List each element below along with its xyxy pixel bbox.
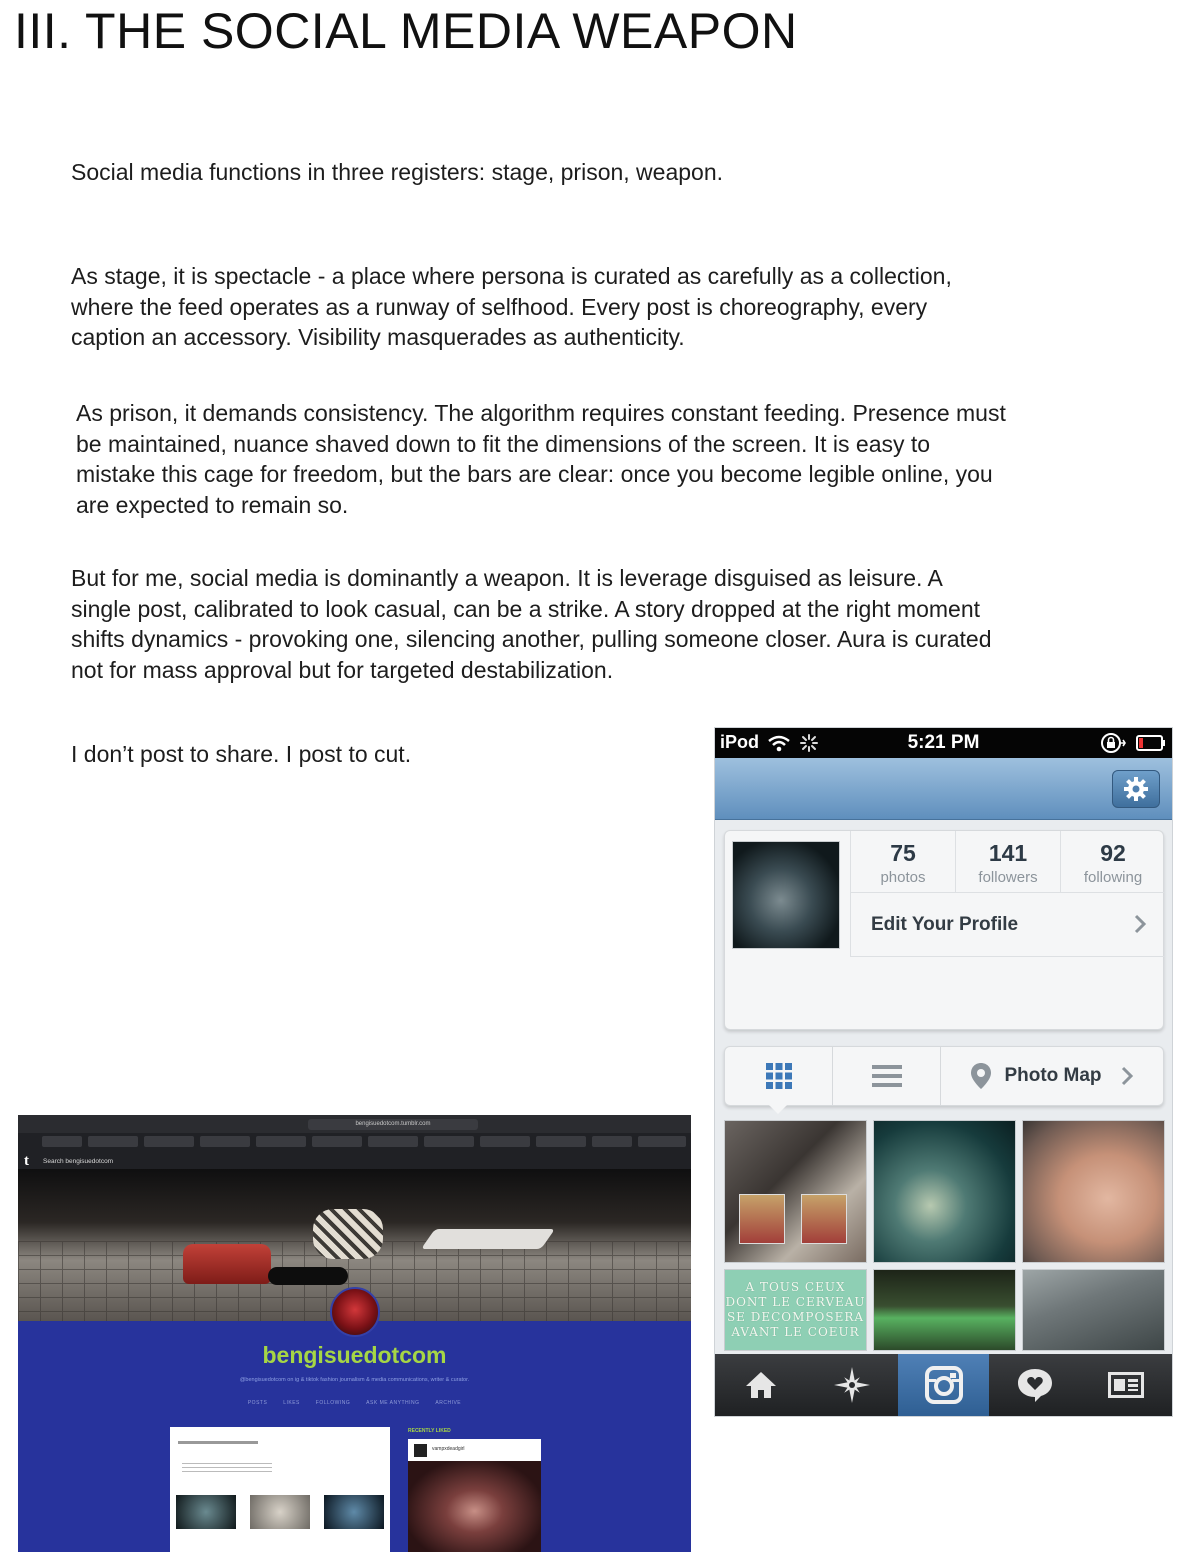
blog-description: @bengisuedotcom on ig & tiktok fashion journalism & media communications, writer & curator. <box>239 1377 470 1383</box>
blog-nav-ask[interactable]: ASK ME ANYTHING <box>366 1400 420 1406</box>
page-title: III. THE SOCIAL MEDIA WEAPON <box>14 3 798 59</box>
prison-paragraph: As prison, it demands consistency. The algorithm requires constant feeding. Presence must be maintained, nuance shaved down to fit the dimensions of the screen. It is easy to mistake this cage for freedom, but the bars are clear: once you become legible online, you are expected to remain so. <box>76 400 1006 518</box>
photo-map-label: Photo Map <box>1004 1065 1102 1086</box>
intro-paragraph: Social media functions in three registers: stage, prison, weapon. <box>71 159 724 185</box>
tab-grid-view[interactable] <box>725 1047 833 1105</box>
weapon-paragraph: But for me, social media is dominantly a weapon. It is leverage disguised as leisure. A single post, calibrated to look casual, can be a strike. A story dropped at the right moment shifts dynamics - provoking one, silencing another, pulling someone closer. Aura is curated not for mass approval but for targeted destabilization. <box>71 565 992 683</box>
profile-card-icon <box>1108 1372 1144 1398</box>
browser-tab[interactable] <box>368 1136 418 1147</box>
map-pin-icon <box>970 1062 992 1090</box>
instagram-profile-screenshot <box>714 727 1173 1417</box>
stat-label: followers <box>978 869 1038 886</box>
blog-name[interactable]: bengisuedotcom <box>262 1342 447 1368</box>
tabbar-activity[interactable] <box>989 1354 1080 1416</box>
browser-tab[interactable] <box>638 1136 686 1147</box>
browser-tab[interactable] <box>592 1136 632 1147</box>
tumblr-search-input[interactable]: Search bengisuedotcom <box>43 1158 114 1165</box>
grid-icon <box>765 1062 793 1090</box>
stat-value: 141 <box>988 840 1028 866</box>
stat-value: 92 <box>1100 840 1126 866</box>
battery-icon <box>1136 735 1166 751</box>
blog-nav <box>18 1400 691 1406</box>
instagram-header <box>715 758 1172 820</box>
tabbar-profile[interactable] <box>1081 1354 1172 1416</box>
chevron-right-icon <box>1133 913 1147 935</box>
photo-thumbnail[interactable] <box>873 1269 1016 1351</box>
device-name: iPod <box>720 732 759 752</box>
edit-profile-button[interactable] <box>850 893 1165 957</box>
blog-post-card[interactable] <box>170 1427 390 1552</box>
profile-avatar[interactable] <box>732 841 840 949</box>
chevron-right-icon <box>1120 1065 1134 1087</box>
stat-label: following <box>1083 869 1143 886</box>
profile-card <box>724 830 1164 1030</box>
liked-username[interactable]: vampxdeadgirl <box>432 1446 465 1452</box>
tabbar-explore[interactable] <box>806 1354 897 1416</box>
browser-tab[interactable] <box>200 1136 250 1147</box>
photo-thumbnail[interactable] <box>873 1120 1016 1263</box>
bottom-tab-bar <box>715 1354 1172 1416</box>
stat-following[interactable] <box>1061 831 1165 892</box>
tabbar-home[interactable] <box>715 1354 806 1416</box>
browser-tab[interactable] <box>424 1136 474 1147</box>
photo-thumbnail[interactable] <box>724 1269 867 1351</box>
browser-tab[interactable] <box>88 1136 138 1147</box>
photo-thumbnail[interactable] <box>1022 1269 1165 1351</box>
tab-photo-map[interactable] <box>941 1047 1163 1105</box>
browser-tab[interactable] <box>480 1136 530 1147</box>
settings-button[interactable] <box>1112 770 1160 808</box>
browser-url-bar[interactable]: bengisuedotcom.tumblr.com <box>308 1119 478 1130</box>
liked-post-image <box>408 1461 541 1552</box>
activity-heart-icon <box>1016 1367 1054 1403</box>
photo-grid <box>724 1120 1166 1351</box>
blog-nav-archive[interactable]: ARCHIVE <box>435 1400 462 1406</box>
quote-thumbnail-text: A TOUS CEUX DONT LE CERVEAU SE DECOMPOSERA AVANT LE COEUR <box>725 1280 866 1339</box>
status-bar <box>715 728 1172 758</box>
gear-icon <box>1123 776 1149 802</box>
photo-thumbnail[interactable] <box>724 1120 867 1263</box>
tab-list-view[interactable] <box>833 1047 941 1105</box>
explore-star-icon <box>833 1366 871 1404</box>
list-icon <box>872 1063 902 1089</box>
stat-followers[interactable] <box>956 831 1061 892</box>
edit-profile-label: Edit Your Profile <box>871 914 1019 935</box>
tumblr-logo-icon[interactable]: t <box>24 1153 29 1169</box>
blog-nav-following[interactable]: FOLLOWING <box>315 1400 351 1406</box>
stat-photos[interactable] <box>851 831 956 892</box>
profile-view-tabs <box>724 1046 1164 1106</box>
tabbar-camera[interactable] <box>898 1354 989 1416</box>
camera-icon <box>925 1366 963 1404</box>
browser-toolbar <box>18 1115 691 1133</box>
profile-stats <box>850 831 1165 893</box>
recently-liked-card[interactable] <box>408 1439 541 1552</box>
browser-tab[interactable] <box>256 1136 306 1147</box>
recently-liked-heading: RECENTLY LIKED <box>408 1428 451 1434</box>
browser-tab[interactable] <box>42 1136 82 1147</box>
home-icon <box>744 1370 778 1400</box>
stat-label: photos <box>880 869 926 886</box>
rotation-lock-icon <box>1100 732 1126 754</box>
closing-paragraph: I don’t post to share. I post to cut. <box>71 741 412 767</box>
stage-paragraph: As stage, it is spectacle - a place where persona is curated as carefully as a collection, where the feed operates as a runway of selfhood. Every post is choreography, every caption an accessory. Visibility masquerades as authenticity. <box>71 263 952 350</box>
browser-tab[interactable] <box>536 1136 586 1147</box>
status-time: 5:21 PM <box>907 732 980 753</box>
photo-thumbnail[interactable] <box>1022 1120 1165 1263</box>
blog-avatar[interactable] <box>330 1287 380 1337</box>
browser-tab-strip <box>18 1133 691 1169</box>
browser-tab[interactable] <box>312 1136 362 1147</box>
stat-value: 75 <box>890 840 916 866</box>
blog-nav-posts[interactable]: POSTS <box>247 1400 268 1406</box>
browser-tab[interactable] <box>144 1136 194 1147</box>
blog-nav-likes[interactable]: LIKES <box>283 1400 300 1406</box>
tumblr-blog-screenshot <box>18 1115 691 1552</box>
